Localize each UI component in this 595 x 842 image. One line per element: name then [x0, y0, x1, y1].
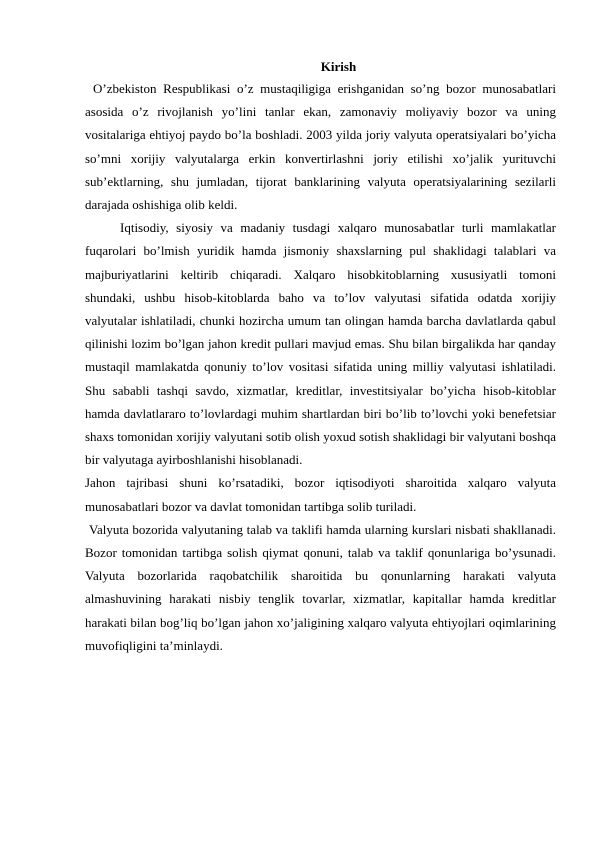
paragraph-currency-market: Valyuta bozorida valyutaning talab va taklifi hamda ularning kurslari nisbati shakllanadi. Bozor tomonidan tartibga solish qiymat qonuni, talab va taklif qonunlariga bo’ysunadi. Valyuta bozorlarida raqobatchilik sharoitida bu qonunlarning harakati valyuta almashuvining harakati nisbiy tenglik tovarlar, xizmatlar, kapitallar hamda kreditlar harakati bilan bog’liq bo’lgan jahon xo’jaligining xalqaro valyuta ehtiyojlari oqimlarining muvofiqligini ta’minlaydi.	[85, 521, 556, 653]
paragraph-intro: O’zbekiston Respublikasi o’z mustaqiligiga erishganidan so’ng bozor munosabatlari asosida o’z rivojlanish yo’lini tanlar ekan, zamonaviy moliyaviy bozor va uning vositalariga ehtiyoj paydo bo’la boshladi. 2003 yilda joriy valyuta operatsiyalari bo’yicha so’mni xorijiy valyutalarga erkin konvertirlashni joriy etilishi xo’jalik yurituvchi sub’ektlarning, shu jumladan, tijorat banklarining valyuta operatsiyalarining sezilarli darajada oshishiga olib keldi.	[85, 81, 556, 213]
page-title: Kirish	[320, 59, 357, 74]
document-page	[85, 56, 556, 657]
paragraph-world-experience: Jahon tajribasi shuni ko’rsatadiki, bozor iqtisodiyoti sharoitida xalqaro valyuta munosabatlari bozor va davlat tomonidan tartibga solib turiladi.	[85, 475, 556, 514]
paragraph-international-relations: Iqtisodiy, siyosiy va madaniy tusdagi xalqaro munosabatlar turli mamlakatlar fuqarolari bo’lmish yuridik hamda jismoniy shaxslarning pul shaklidagi talablari va majburiyatlarini keltirib chiqaradi. Xalqaro hisobkitoblarning xususiyatli tomoni shundaki, ushbu hisob-kitoblarda baho va to’lov valyutasi sifatida odatda xorijiy valyutalar ishlatiladi, chunki hozircha umum tan olingan hamda barcha davlatlarda qabul qilinishi lozim bo’lgan jahon kredit pullari mavjud emas. Shu bilan birgalikda har qanday mustaqil mamlakatda qonuniy to’lov vositasi sifatida uning milliy valyutasi ishlatiladi. Shu sababli tashqi savdo, xizmatlar, kreditlar, investitsiyalar bo’yicha hisob-kitoblar hamda davlatlararo to’lovlardagi muhim shartlardan biri bo’lib to’lovchi yoki benefetsiar shaxs tomonidan xorijiy valyutani sotib olish yoxud sotish shaklidagi bir valyutani boshqa bir valyutaga ayirboshlanishi hisoblanadi.	[85, 220, 556, 468]
